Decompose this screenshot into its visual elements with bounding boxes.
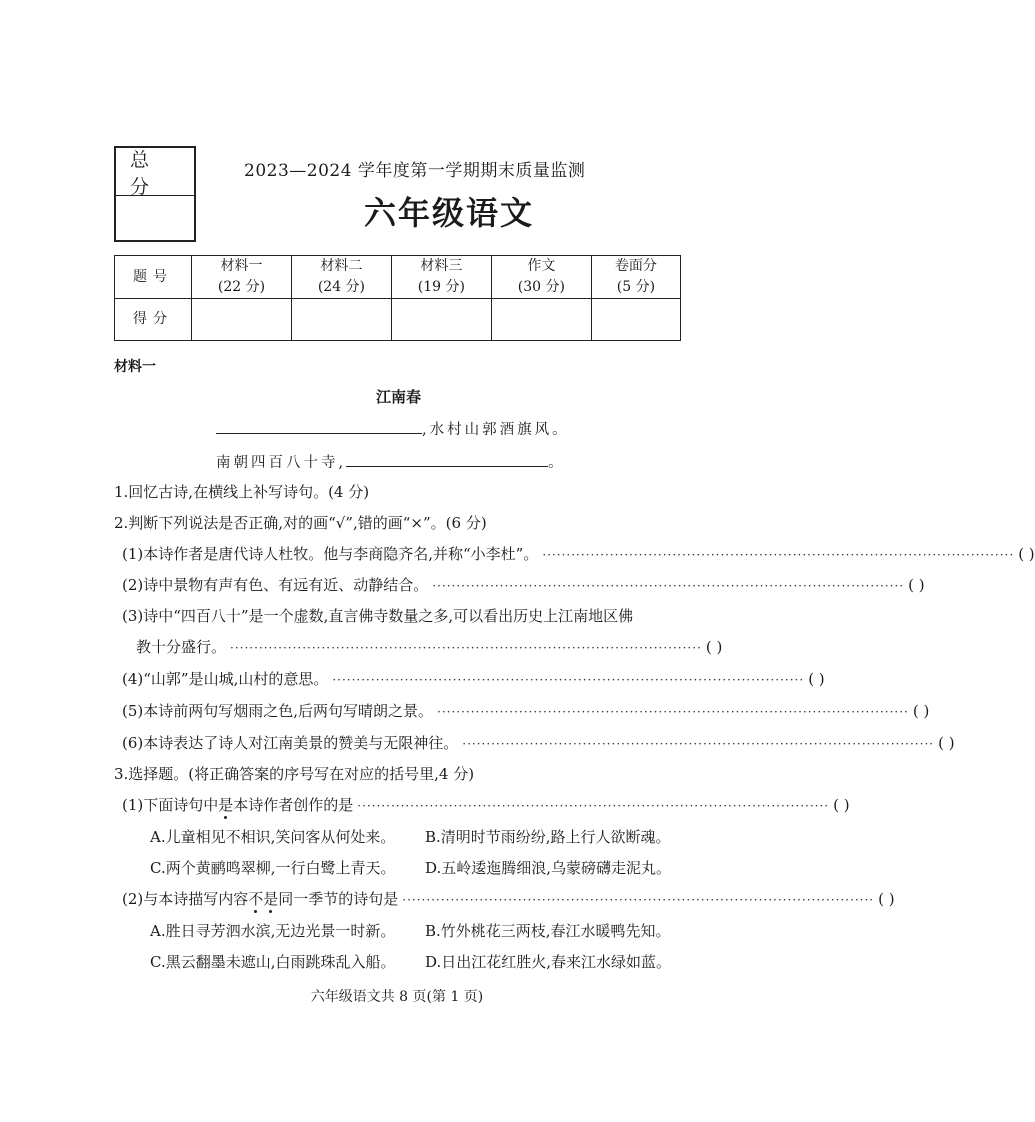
poem-blank-2[interactable]	[346, 452, 548, 467]
column-header	[391, 256, 491, 299]
question-2-item	[122, 543, 1035, 564]
score-cell[interactable]	[291, 299, 391, 341]
score-table-header-row	[115, 256, 681, 299]
page-footer: 六年级语文共 8 页(第 1 页)	[310, 989, 484, 1005]
item-text-post: 同一季节的诗句是	[278, 890, 399, 908]
total-score-box	[114, 146, 196, 242]
score-cell[interactable]	[192, 299, 292, 341]
item-text	[122, 888, 398, 909]
row-header-score: 得分	[115, 299, 192, 341]
subject-title: 六年级语文	[364, 194, 535, 232]
question-3-2	[122, 888, 895, 909]
column-name: 材料三	[420, 258, 463, 274]
row-header-item: 题号	[115, 256, 192, 299]
column-points: (22 分)	[217, 279, 266, 295]
question-1: 1.回忆古诗,在横线上补写诗句。(4 分)	[114, 483, 370, 501]
option-a[interactable]: A.儿童相见不相识,笑问客从何处来。	[150, 828, 396, 846]
column-name: 材料二	[320, 258, 363, 274]
item-text: (1)本诗作者是唐代诗人杜牧。他与李商隐齐名,并称“小李杜”。	[122, 545, 539, 563]
leader-dots: ··································································································	[437, 705, 909, 719]
answer-bracket[interactable]: ( )	[1018, 545, 1035, 563]
question-2-item-continued	[136, 636, 723, 657]
poem-line-2	[216, 451, 566, 472]
item-text: (2)诗中景物有声有色、有远有近、动静结合。	[122, 576, 429, 594]
column-points: (24 分)	[317, 279, 366, 295]
item-text-pre: (2)与本诗描写内容	[122, 890, 249, 908]
emphasis-char: 是	[218, 796, 234, 814]
answer-bracket[interactable]: ( )	[938, 734, 955, 752]
option-a[interactable]: A.胜日寻芳泗水滨,无边光景一时新。	[150, 922, 396, 940]
column-name: 作文	[527, 258, 556, 274]
question-2: 2.判断下列说法是否正确,对的画“√”,错的画“×”。(6 分)	[114, 514, 487, 532]
column-header	[591, 256, 680, 299]
item-text-post: 本诗作者创作的是	[233, 796, 354, 814]
poem-line-2-end: 。	[548, 455, 566, 471]
score-cell[interactable]	[591, 299, 680, 341]
question-3: 3.选择题。(将正确答案的序号写在对应的括号里,4 分)	[114, 765, 475, 783]
total-score-label: 总分	[116, 148, 194, 196]
leader-dots: ··································································································	[332, 673, 805, 687]
option-d[interactable]: D.日出江花红胜火,春来江水绿如蓝。	[425, 953, 672, 971]
option-d[interactable]: D.五岭逶迤腾细浪,乌蒙磅礴走泥丸。	[425, 859, 672, 877]
question-2-item	[122, 668, 825, 689]
column-name: 材料一	[220, 258, 263, 274]
section-label: 材料一	[114, 359, 156, 375]
column-points: (19 分)	[417, 279, 465, 295]
total-score-blank	[116, 196, 194, 242]
column-header	[491, 256, 591, 299]
column-points: (30 分)	[517, 279, 565, 295]
leader-dots: ··································································································	[402, 893, 875, 907]
emphasis-char: 是	[263, 890, 279, 908]
option-c[interactable]: C.两个黄鹂鸣翠柳,一行白鹭上青天。	[150, 859, 396, 877]
leader-dots: ··································································································	[432, 579, 905, 593]
item-text: (5)本诗前两句写烟雨之色,后两句写晴朗之景。	[122, 702, 434, 720]
item-text	[122, 794, 353, 815]
leader-dots: ··································································································	[462, 737, 935, 751]
answer-bracket[interactable]: ( )	[912, 702, 930, 720]
poem-blank-1[interactable]	[216, 419, 422, 434]
question-2-item	[122, 605, 682, 626]
option-b[interactable]: B.清明时节雨纷纷,路上行人欲断魂。	[425, 828, 671, 846]
question-2-item	[122, 732, 955, 753]
poem-title: 江南春	[376, 388, 422, 406]
item-text: (4)“山郭”是山城,山村的意思。	[122, 670, 329, 688]
column-header	[192, 256, 292, 299]
option-c[interactable]: C.黑云翻墨未遮山,白雨跳珠乱入船。	[150, 953, 396, 971]
poem-line-2-text: 南朝四百八十寺,	[216, 455, 347, 471]
exam-title: 2023—2024 学年度第一学期期末质量监测	[244, 161, 586, 181]
poem-line-1	[216, 418, 570, 439]
leader-dots: ··································································································	[542, 548, 1015, 562]
option-b[interactable]: B.竹外桃花三两枝,春江水暖鸭先知。	[425, 922, 671, 940]
emphasis-char: 不	[248, 890, 264, 908]
item-text: (3)诗中“四百八十”是一个虚数,直言佛寺数量之多,可以看出历史上江南地区佛	[122, 607, 634, 625]
question-3-1	[122, 794, 850, 815]
question-2-item	[122, 574, 925, 595]
poem-line-1-text: ,水村山郭酒旗风。	[422, 422, 570, 438]
column-points: (5 分)	[616, 279, 656, 295]
leader-dots: ··································································································	[357, 799, 830, 813]
score-cell[interactable]	[491, 299, 591, 341]
question-2-item	[122, 700, 930, 721]
score-table-score-row	[115, 299, 681, 341]
answer-bracket[interactable]: ( )	[878, 890, 895, 908]
column-name: 卷面分	[614, 258, 657, 274]
answer-bracket[interactable]: ( )	[705, 638, 723, 656]
answer-bracket[interactable]: ( )	[808, 670, 825, 688]
item-text: 教十分盛行。	[136, 638, 227, 656]
column-header	[291, 256, 391, 299]
leader-dots: ··································································································	[230, 641, 702, 655]
score-cell[interactable]	[391, 299, 491, 341]
item-text: (6)本诗表达了诗人对江南美景的赞美与无限神往。	[122, 734, 459, 752]
answer-bracket[interactable]: ( )	[833, 796, 850, 814]
answer-bracket[interactable]: ( )	[908, 576, 925, 594]
item-text-pre: (1)下面诗句中	[122, 796, 219, 814]
score-table	[114, 255, 681, 341]
